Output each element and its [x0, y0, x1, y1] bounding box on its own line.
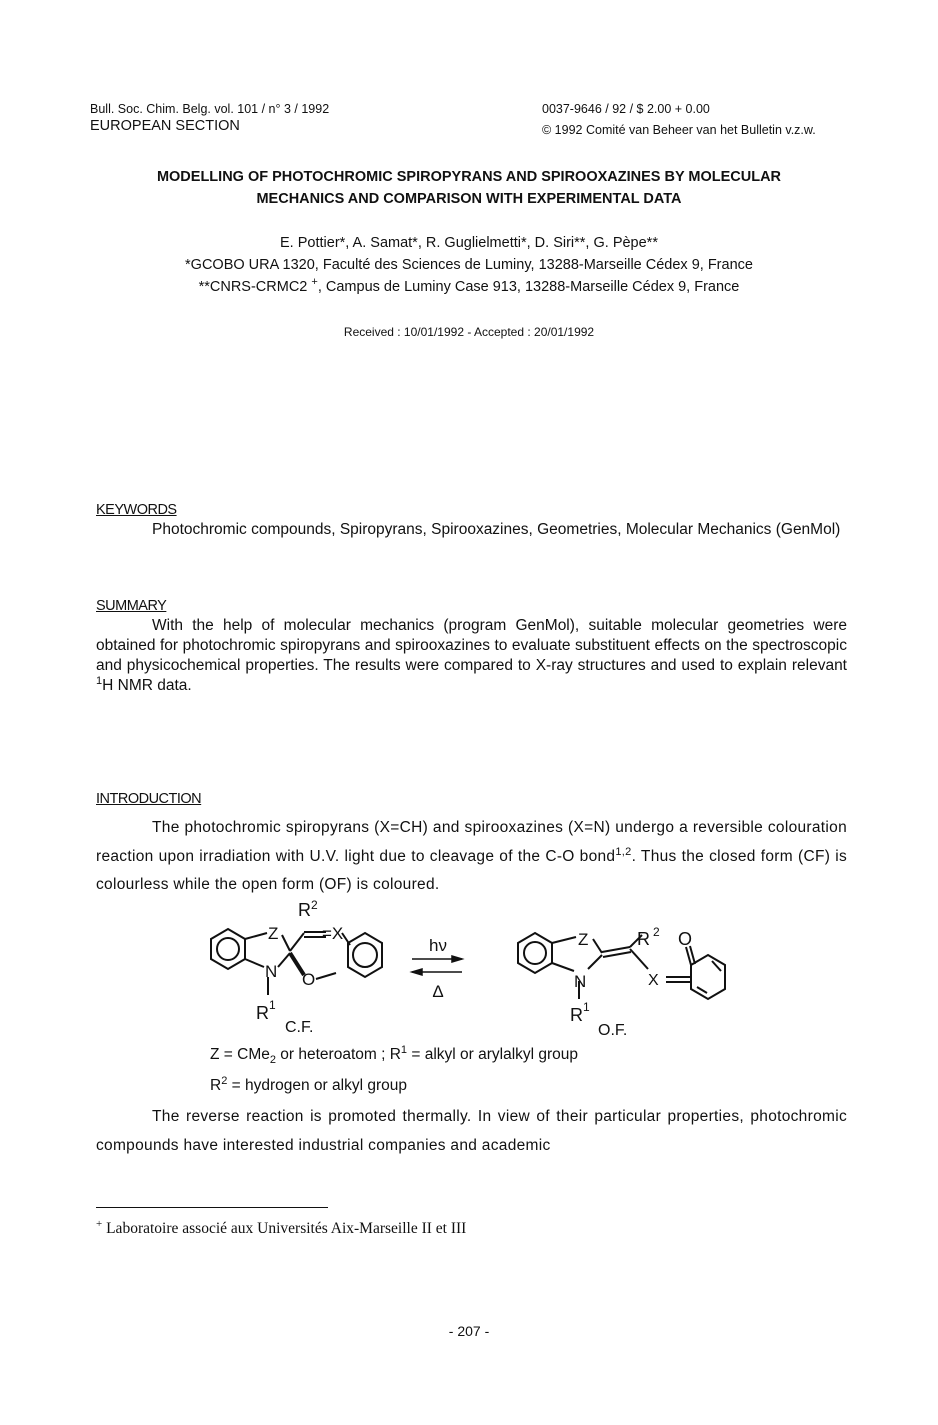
closed-form-structure: [211, 929, 382, 995]
of-quinoid-ring: [691, 955, 725, 999]
affiliation-2-name: **CNRS-CRMC2: [198, 279, 308, 295]
introduction-paragraph-1: [96, 814, 847, 900]
nmr-superscript: 1: [96, 674, 103, 687]
of-double-bond-1: [602, 947, 630, 952]
summary-body: With the help of molecular mechanics (program GenMol), suitable molecular geometries were obtained for photochromic spiropyrans and spirooxazines to evaluate substituent effects on the spectroscopic and physicochemical properties. The results were compared to X-ray structures and used to explain relevant: [96, 617, 847, 674]
of-z-label: Z: [578, 930, 589, 949]
summary-end: H NMR data.: [102, 677, 192, 694]
journal-citation: Bull. Soc. Chim. Belg. vol. 101 / n° 3 / 1992: [90, 102, 330, 116]
page-number: - 207 -: [448, 1323, 490, 1339]
footnote-rule: [96, 1207, 328, 1208]
of-ring-double-bond-2: [697, 987, 707, 993]
copyright-line: © 1992 Comité van Beheer van het Bulletin v.z.w.: [542, 123, 816, 137]
received-accepted-dates: Received : 10/01/1992 - Accepted : 20/01/1992: [343, 325, 595, 339]
title-line-1: MODELLING OF PHOTOCHROMIC SPIROPYRANS AND SPIROOXAZINES BY MOLECULAR: [156, 169, 782, 185]
intro-p1-end: . Thus the closed form (CF) is colourless while the open form (OF) is coloured.: [96, 847, 847, 893]
footnote: [96, 1217, 467, 1238]
keywords-text: Photochromic compounds, Spiropyrans, Spirooxazines, Geometries, Molecular Mechanics (GenMol): [152, 521, 841, 538]
affiliation-2: [80, 276, 858, 295]
of-form-label: O.F.: [598, 1022, 628, 1039]
summary-heading: SUMMARY: [96, 598, 167, 614]
of-bond-c-x: [630, 949, 648, 969]
cf-aromatic-circle-left: [217, 938, 239, 960]
of-double-bond-2: [603, 952, 631, 957]
of-aromatic-circle: [524, 942, 546, 964]
section-label: EUROPEAN SECTION: [90, 118, 240, 134]
introduction-heading: INTRODUCTION: [96, 791, 202, 807]
photochromic-reaction-scheme: [190, 895, 750, 1045]
of-n-label: N: [574, 972, 587, 991]
cf-x-label: =X: [322, 924, 344, 943]
introduction-paragraph-2: The reverse reaction is promoted thermally. In view of their particular properties, photochromic compounds have interested industrial companies and academic: [96, 1108, 847, 1154]
cf-n-label: N: [265, 962, 278, 981]
footnote-text: Laboratoire associé aux Universités Aix-Marseille II et III: [102, 1220, 467, 1237]
reference-superscript: 1,2: [615, 845, 632, 858]
title-line-2: MECHANICS AND COMPARISON WITH EXPERIMENTAL DATA: [256, 191, 682, 207]
of-r2-label: R $^2$: [637, 925, 660, 949]
cf-form-label: C.F.: [285, 1019, 314, 1036]
cf-r2-label: $R^2$: [298, 898, 318, 920]
of-bond-ring-z: [552, 937, 576, 943]
paper-title: [80, 166, 858, 210]
hv-label: hν: [429, 936, 447, 955]
summary-text: [96, 616, 847, 696]
reverse-arrowhead: [412, 969, 422, 975]
cf-bond-ring-z: [245, 933, 267, 939]
affiliation-2-mark: +: [311, 276, 318, 289]
cf-bond-n-spiro: [278, 953, 290, 967]
scheme-legend-2: $R^2$ = hydrogen or alkyl group: [210, 1074, 407, 1094]
affiliation-1: *GCOBO URA 1320, Faculté des Sciences de Luminy, 13288-Marseille Cédex 9, France: [185, 257, 753, 273]
forward-arrowhead: [452, 956, 462, 962]
keywords-heading: KEYWORDS: [96, 502, 177, 518]
of-r1-label: $R^1$: [570, 1000, 590, 1025]
author-list: E. Pottier*, A. Samat*, R. Guglielmetti*, D. Siri**, G. Pèpe**: [280, 235, 658, 251]
intro-p1-body: The photochromic spiropyrans (X=CH) and spirooxazines (X=N) undergo a reversible colouration reaction upon irradiation with U.V. light due to cleavage of the C-O bond: [96, 819, 847, 865]
of-o-label: O: [678, 929, 693, 949]
cf-bond-z-spiro: [282, 935, 290, 951]
of-bond-ring-n: [552, 963, 574, 971]
cf-bond-ring-n: [245, 959, 264, 967]
cf-r1-label: $R^1$: [256, 998, 276, 1023]
issn-price: 0037-9646 / 92 / $ 2.00 + 0.00: [542, 102, 710, 116]
cf-z-label: Z: [268, 924, 279, 943]
of-x-label: X: [648, 972, 659, 989]
reaction-arrows: [412, 956, 462, 975]
of-bond-n-c: [588, 955, 602, 969]
cf-o-label: O: [302, 970, 316, 989]
cf-bond-o-ring: [316, 973, 336, 979]
open-form-structure: [518, 933, 725, 999]
of-bond-z-c: [593, 939, 602, 953]
affiliation-2-address: , Campus de Luminy Case 913, 13288-Marseille Cédex 9, France: [317, 279, 740, 295]
delta-label: Δ: [432, 982, 444, 1001]
cf-aromatic-circle-right: [353, 943, 377, 967]
footnote-mark: +: [96, 1217, 103, 1230]
cf-bond-spiro-ch: [290, 933, 304, 951]
scheme-legend-1: Z = CMe$_2$ or heteroatom ; $R^1$ = alkyl or arylalkyl group: [210, 1043, 579, 1067]
